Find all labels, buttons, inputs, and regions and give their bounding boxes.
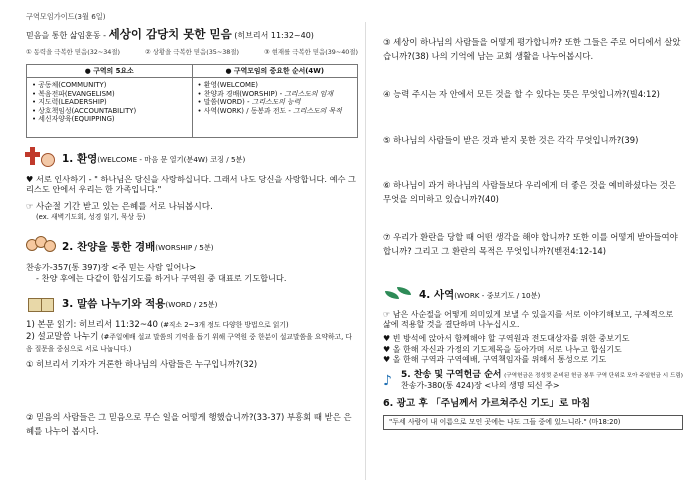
closing-title: 6. 광고 후 「주님께서 가르쳐주신 기도」로 마침 <box>383 397 591 409</box>
list-item: • 말씀(WORD) - 그리스도의 능력 <box>198 98 353 106</box>
section-title: 1. 환영(WELCOME - 마음 문 열기(분4W) 코징 / 5분) <box>62 152 246 165</box>
sermon-reference: (히브리서 11:32~40) <box>234 30 314 40</box>
info-boxes <box>26 64 358 138</box>
question-5: ⑤ 하나님의 사람들이 받은 것과 받지 못한 것은 각각 무엇입니까?(39) <box>383 134 639 145</box>
welcome-share: ☞ 사순절 기간 받고 있는 은혜를 서로 나눠봅시다. <box>26 200 213 212</box>
stage-3: ③ 현재를 극복한 믿음(39~40절) <box>264 48 358 57</box>
page-title <box>26 27 358 43</box>
question-6: ⑥ 하나님이 과거 하나님의 사람들보다 우리에게 더 좋은 것을 예비하셨다는 것은 무엇을 의미하고 있습니까?(40) <box>383 180 677 205</box>
question-1: ① 히브리서 기자가 거론한 하나님의 사람들은 누구입니까?(32) <box>26 359 258 370</box>
elements-box-title: ● 구역의 5요소 <box>27 67 192 78</box>
work-item: ♥ 올 한해 구역과 구역예배, 구역책임자를 위해서 통성으로 기도 <box>383 354 607 364</box>
right-column <box>383 36 683 430</box>
section-worship-header <box>26 235 358 259</box>
elements-box <box>27 65 192 137</box>
pointing-hand-icon: ☞ <box>26 200 34 211</box>
section-offering-header <box>383 369 683 392</box>
order-list <box>198 81 353 115</box>
subject-prefix: 믿음을 통한 삶임훈동 - <box>26 30 109 40</box>
question-3: ③ 세상이 하나님의 사람들을 어떻게 평가합니까? 또한 그들은 주로 어디에서 살았습니까?(38) 나의 기억에 남는 교회 생활을 나누어봅시다. <box>383 37 681 61</box>
question-4: ④ 능력 주시는 자 안에서 모든 것을 할 수 있다는 뜻은 무엇입니까?(빌4:12) <box>383 88 660 99</box>
bible-icon <box>26 292 58 316</box>
leaf-icon <box>383 283 415 307</box>
order-box <box>192 65 358 137</box>
list-item: • 세신자양육(EQUIPPING) <box>32 115 187 123</box>
list-item: • 찬양과 경배(WORSHIP) - 그리스도의 임재 <box>198 90 353 98</box>
word-sermon: 2) 설교말씀 나누기 (#주일예배 설교 말씀의 기억을 돕기 위해 구역원 중 한분이 설교말씀을 요약하고, 다음 질문을 중심으로 서로 나눕니다.) <box>26 332 352 354</box>
closing-quote: "두세 사람이 내 이름으로 모인 곳에는 나도 그들 중에 있느니라." (마18:20) <box>383 415 683 430</box>
question-7: ⑦ 우리가 환란을 당할 때 어떤 생각을 해야 합니까? 또한 이를 어떻게 받아들여야 합니까? 그리고 그 환란의 목적은 무엇입니까?(벧전4:12-14) <box>383 232 678 257</box>
sermon-title: 세상이 감당치 못한 믿음 <box>108 26 232 41</box>
work-item: ♥ 빈 방석에 앉아서 함께해야 할 구역원과 전도대상자를 위한 중보기도 <box>383 334 630 344</box>
elements-list <box>32 81 187 123</box>
guide-date: 구역모임가이드(3월 6일) <box>26 12 106 21</box>
cross-icon <box>26 147 58 171</box>
section-work-header <box>383 283 683 307</box>
worship-prayer: - 찬양 후에는 다같이 합심기도를 하거나 구역원 중 대표로 기도합니다. <box>36 272 287 283</box>
list-item: • 복음전파(EVANGELISM) <box>32 90 187 98</box>
stage-1: ① 동력을 극복한 믿음(32~34절) <box>26 48 120 57</box>
section-word-header <box>26 292 358 316</box>
work-intro: ☞ 남은 사순절을 어떻게 의미있게 보낼 수 있을지를 서로 이야기해보고, 구체적으로 삶에 적용할 것을 결단하며 나누십시오. <box>383 309 674 330</box>
offering-hymn: 찬송가-380(통 424)장 <나의 생명 되신 주> <box>401 381 560 391</box>
column-divider <box>365 22 366 480</box>
word-reading: 1) 본문 읽기: 히브리서 11:32~40 (#직소 2~3개 정도 다양한 방법으로 읽기) <box>26 319 289 330</box>
question-2: ② 믿음의 사람들은 그 믿음으로 무슨 일을 어떻게 행했습니까?(33-37) 부흥회 때 받은 은혜를 나누어 봅시다. <box>26 412 352 436</box>
section-title: 5. 찬송 및 구역헌금 순서 (구역헌금은 정성껏 준비된 헌금 봉투 구역 단위로 모아 주일헌금 시 드림) 찬송가-380(통 424)장 <나의 생명 되신 주> <box>401 370 683 391</box>
pointing-hand-icon: ☞ <box>383 309 391 319</box>
music-note-icon: ♪ <box>383 372 392 389</box>
list-item: • 환영(WELCOME) <box>198 81 353 89</box>
sermon-stages <box>26 48 358 57</box>
order-box-title: ● 구역모임의 중요한 순서(4W) <box>193 67 358 78</box>
list-item: • 사역(WORK) / 동봉과 전도 - 그리스도의 목적 <box>198 107 353 115</box>
section-title: 2. 찬양을 통한 경배(WORSHIP / 5분) <box>62 240 214 253</box>
stage-2: ② 상황을 극복한 믿음(35~38절) <box>145 48 239 57</box>
section-title: 3. 말씀 나누기와 적용(WORD / 25분) <box>62 297 218 310</box>
welcome-share-example: (ex. 새벽기도회, 성경 읽기, 묵상 등) <box>36 213 146 222</box>
worship-hymn: 찬송가-357(통 397)장 <주 믿는 사람 일어나> <box>26 261 197 272</box>
section-welcome-header <box>26 147 358 171</box>
section-title: 4. 사역(WORK - 중보기도 / 10분) <box>419 288 541 301</box>
list-item: • 공동체(COMMUNITY) <box>32 81 187 89</box>
list-item: • 지도력(LEADERSHIP) <box>32 98 187 106</box>
list-item: • 상호책임성(ACCOUNTABILITY) <box>32 107 187 115</box>
work-item: ♥ 올 한해 자신과 가정의 기도제목을 돌아가며 서로 나누고 합심기도 <box>383 344 622 354</box>
heart-icon: ♥ <box>26 173 34 184</box>
left-column <box>26 12 358 438</box>
welcome-greeting: ♥ 서로 인사하기 - " 하나님은 당신을 사랑하십니다. 그래서 나도 당신을 사랑합니다. 예수 그리스도 안에서 우리는 한 가족입니다." <box>26 173 356 195</box>
worship-people-icon <box>26 235 58 259</box>
